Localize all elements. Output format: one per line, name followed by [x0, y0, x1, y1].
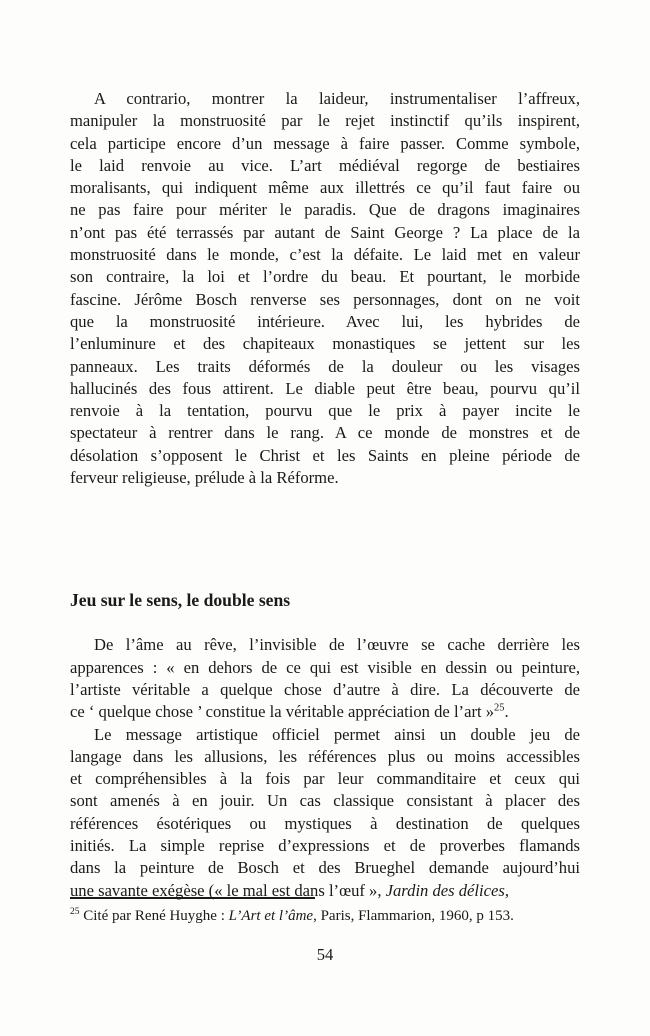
footnote-marker-25: 25 — [70, 907, 80, 917]
body-line: apparences : « en dehors de ce qui est visible en dessin ou peinture, — [70, 657, 580, 677]
footnote-separator-rule — [70, 897, 315, 899]
body-line: manipuler la monstruosité par le rejet instinctif qu’ils inspirent, — [70, 111, 580, 131]
body-line: cela participe encore d’un message à faire passer. Comme symbole, — [70, 133, 580, 153]
body-line: ne pas faire pour mériter le paradis. Que de dragons imaginaires — [70, 200, 580, 220]
paragraph-1 — [70, 88, 580, 489]
body-line: références ésotériques ou mystiques à destination de quelques — [70, 813, 580, 833]
body-line: hallucinés des fous attirent. Le diable peut être beau, pourvu qu’il — [70, 378, 580, 398]
body-line: sont amenés à en jouir. Un cas classique consistant à placer des — [70, 791, 580, 811]
body-line: De l’âme au rêve, l’invisible de l’œuvre se cache derrière les — [94, 635, 580, 655]
footnote-reference-25: 25 — [494, 702, 505, 714]
body-line: le laid renvoie au vice. L’art médiéval regorge de bestiaires — [70, 155, 580, 175]
line-text: ce ‘ quelque chose ’ constitue la véritable appréciation de l’art » — [70, 702, 495, 722]
body-line: ferveur religieuse, prélude à la Réforme. — [70, 468, 339, 488]
line-text: . — [504, 702, 509, 722]
body-line: renvoie à la tentation, pourvu que le prix à payer incite le — [70, 401, 580, 421]
body-line: initiés. La simple reprise d’expressions et de proverbes flamands — [70, 836, 580, 856]
text-block — [70, 88, 580, 902]
paragraph-2 — [70, 634, 580, 723]
footnote-text: Cité par René Huyghe : — [79, 908, 229, 924]
body-line: Le message artistique officiel permet ainsi un double jeu de — [94, 724, 580, 744]
section-heading: Jeu sur le sens, le double sens — [70, 590, 291, 611]
footnote-area — [70, 897, 580, 926]
footnote-text: , Paris, Flammarion, 1960, p 153. — [313, 908, 514, 924]
body-line: l’artiste véritable a quelque chose d’autre à dire. La découverte de — [70, 679, 580, 699]
body-line: son contraire, la loi et l’ordre du beau. Et pourtant, le morbide — [70, 267, 580, 287]
line-text: , — [504, 880, 509, 900]
body-line: dans la peinture de Bosch et des Brueghel demande aujourd’hui — [70, 858, 580, 878]
body-line: n’ont pas été terrassés par autant de Saint George ? La place de la — [70, 222, 580, 242]
book-title-italic: L’Art et l’âme — [228, 908, 314, 924]
page-number: 54 — [316, 945, 334, 964]
paragraph-3 — [70, 724, 580, 902]
body-line: langage dans les allusions, les références plus ou moins accessibles — [70, 746, 580, 766]
body-line: monstruosité dans le monde, c’est la défaite. Le laid met en valeur — [70, 245, 580, 265]
body-line: moralisants, qui indiquent même aux illettrés ce qu’il faut faire ou — [70, 178, 580, 198]
body-line: panneaux. Les traits déformés de la douleur ou les visages — [70, 356, 580, 376]
body-line: spectateur à rentrer dans le rang. A ce monde de monstres et de — [70, 423, 580, 443]
footnote-25 — [70, 906, 580, 926]
body-line — [70, 701, 580, 723]
body-line: l’enluminure et des chapiteaux monastiques se jettent sur les — [70, 334, 580, 354]
body-line: désolation s’opposent le Christ et les Saints en pleine période de — [70, 445, 580, 465]
line-text: une savante exégèse (« le mal est dans l’œuf », — [70, 880, 386, 900]
body-line: et compréhensibles à la fois par leur commanditaire et ceux qui — [70, 769, 580, 789]
body-line: que la monstruosité intérieure. Avec lui, les hybrides de — [70, 311, 580, 331]
book-title-italic: Jardin des délices — [385, 880, 505, 900]
body-line: A contrario, montrer la laideur, instrumentaliser l’affreux, — [94, 89, 580, 108]
body-line: fascine. Jérôme Bosch renverse ses personnages, dont on ne voit — [70, 289, 580, 309]
